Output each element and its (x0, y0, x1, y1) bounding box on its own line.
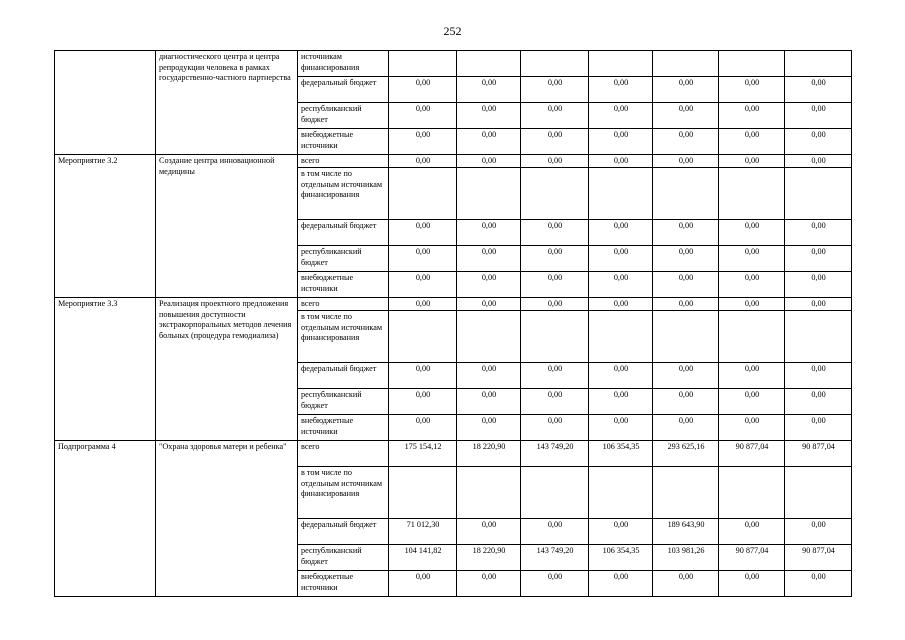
amount-cell (653, 467, 719, 519)
amount-cell: 0,00 (653, 77, 719, 103)
amount-cell: 0,00 (457, 246, 521, 272)
amount-cell: 0,00 (589, 519, 653, 545)
funding-source-cell: внебюджетные источники (298, 129, 389, 155)
amount-cell: 106 354,35 (589, 545, 653, 571)
program-title-cell: Создание центра инновационной медицины (156, 155, 298, 298)
program-item-cell (55, 51, 156, 155)
amount-cell (389, 467, 457, 519)
amount-cell: 0,00 (589, 220, 653, 246)
amount-cell: 0,00 (521, 519, 589, 545)
amount-cell (589, 168, 653, 220)
table-row (55, 298, 852, 311)
amount-cell (389, 51, 457, 77)
amount-cell: 0,00 (589, 129, 653, 155)
amount-cell: 0,00 (719, 389, 785, 415)
amount-cell: 0,00 (719, 272, 785, 298)
amount-cell: 18 220,90 (457, 441, 521, 467)
amount-cell: 90 877,04 (719, 545, 785, 571)
amount-cell (457, 168, 521, 220)
amount-cell: 0,00 (521, 103, 589, 129)
amount-cell: 0,00 (389, 415, 457, 441)
amount-cell: 0,00 (589, 571, 653, 597)
amount-cell: 0,00 (521, 415, 589, 441)
amount-cell: 0,00 (389, 103, 457, 129)
amount-cell: 0,00 (785, 571, 852, 597)
amount-cell: 0,00 (457, 155, 521, 168)
program-title-cell: Реализация проектного предложения повышения доступности экстракорпоральных методов лечения больных (процедура гемодиализа) (156, 298, 298, 441)
amount-cell (719, 168, 785, 220)
amount-cell: 0,00 (719, 77, 785, 103)
amount-cell (589, 311, 653, 363)
amount-cell: 0,00 (719, 246, 785, 272)
amount-cell: 0,00 (521, 298, 589, 311)
amount-cell: 0,00 (521, 272, 589, 298)
amount-cell: 0,00 (389, 363, 457, 389)
funding-source-cell: всего (298, 155, 389, 168)
funding-source-cell: внебюджетные источники (298, 571, 389, 597)
amount-cell: 0,00 (521, 129, 589, 155)
amount-cell: 0,00 (719, 103, 785, 129)
amount-cell (785, 311, 852, 363)
funding-source-cell: федеральный бюджет (298, 220, 389, 246)
amount-cell (653, 168, 719, 220)
amount-cell: 0,00 (457, 77, 521, 103)
amount-cell: 0,00 (457, 220, 521, 246)
funding-source-cell: федеральный бюджет (298, 77, 389, 103)
amount-cell: 143 749,20 (521, 545, 589, 571)
amount-cell (457, 311, 521, 363)
amount-cell: 0,00 (457, 389, 521, 415)
amount-cell: 0,00 (785, 415, 852, 441)
amount-cell: 0,00 (785, 220, 852, 246)
amount-cell: 0,00 (457, 519, 521, 545)
amount-cell: 0,00 (521, 155, 589, 168)
amount-cell (719, 51, 785, 77)
amount-cell: 0,00 (785, 77, 852, 103)
amount-cell: 0,00 (653, 155, 719, 168)
program-title-cell: "Охрана здоровья матери и ребенка" (156, 441, 298, 597)
amount-cell: 0,00 (785, 363, 852, 389)
amount-cell: 0,00 (653, 246, 719, 272)
amount-cell: 0,00 (589, 77, 653, 103)
amount-cell: 71 012,30 (389, 519, 457, 545)
table-row (55, 51, 852, 77)
amount-cell: 0,00 (457, 103, 521, 129)
amount-cell: 104 141,82 (389, 545, 457, 571)
amount-cell: 0,00 (589, 246, 653, 272)
amount-cell: 0,00 (589, 298, 653, 311)
funding-source-cell: в том числе по отдельным источникам финансирования (298, 168, 389, 220)
amount-cell: 0,00 (719, 155, 785, 168)
amount-cell (653, 311, 719, 363)
table-row (55, 441, 852, 467)
funding-source-cell: всего (298, 441, 389, 467)
amount-cell: 0,00 (457, 363, 521, 389)
amount-cell: 0,00 (653, 571, 719, 597)
amount-cell (785, 51, 852, 77)
amount-cell: 0,00 (589, 415, 653, 441)
budget-table (54, 50, 852, 597)
funding-source-cell: в том числе по отдельным источникам финансирования (298, 467, 389, 519)
amount-cell: 0,00 (719, 129, 785, 155)
page-number: 252 (443, 24, 462, 38)
amount-cell: 0,00 (719, 363, 785, 389)
amount-cell: 0,00 (719, 220, 785, 246)
amount-cell (389, 311, 457, 363)
amount-cell (589, 467, 653, 519)
amount-cell: 0,00 (785, 246, 852, 272)
amount-cell: 0,00 (389, 220, 457, 246)
amount-cell: 0,00 (785, 519, 852, 545)
program-item-cell: Подпрограмма 4 (55, 441, 156, 597)
amount-cell: 293 625,16 (653, 441, 719, 467)
amount-cell: 0,00 (653, 363, 719, 389)
funding-source-cell: всего (298, 298, 389, 311)
amount-cell: 0,00 (389, 298, 457, 311)
amount-cell: 0,00 (521, 246, 589, 272)
amount-cell: 0,00 (457, 571, 521, 597)
amount-cell: 0,00 (521, 363, 589, 389)
amount-cell: 143 749,20 (521, 441, 589, 467)
table-row (55, 155, 852, 168)
amount-cell: 0,00 (589, 155, 653, 168)
amount-cell: 0,00 (653, 220, 719, 246)
amount-cell: 0,00 (521, 77, 589, 103)
amount-cell (719, 311, 785, 363)
amount-cell: 103 981,26 (653, 545, 719, 571)
amount-cell: 18 220,90 (457, 545, 521, 571)
amount-cell: 0,00 (653, 389, 719, 415)
amount-cell (589, 51, 653, 77)
amount-cell: 0,00 (521, 389, 589, 415)
amount-cell: 0,00 (719, 519, 785, 545)
amount-cell (521, 168, 589, 220)
amount-cell: 0,00 (457, 129, 521, 155)
amount-cell: 0,00 (521, 571, 589, 597)
amount-cell: 0,00 (389, 129, 457, 155)
funding-source-cell: республиканский бюджет (298, 246, 389, 272)
funding-source-cell: источникам финансирования (298, 51, 389, 77)
program-item-cell: Мероприятие 3.3 (55, 298, 156, 441)
amount-cell (457, 51, 521, 77)
amount-cell: 90 877,04 (719, 441, 785, 467)
amount-cell: 0,00 (653, 415, 719, 441)
amount-cell: 0,00 (589, 103, 653, 129)
program-title-cell: диагностического центра и центра репродукции человека в рамках государственно-частного партнерства (156, 51, 298, 155)
program-item-cell: Мероприятие 3.2 (55, 155, 156, 298)
amount-cell: 0,00 (389, 272, 457, 298)
amount-cell (719, 467, 785, 519)
amount-cell: 189 643,90 (653, 519, 719, 545)
funding-source-cell: внебюджетные источники (298, 272, 389, 298)
amount-cell: 175 154,12 (389, 441, 457, 467)
amount-cell: 0,00 (457, 272, 521, 298)
amount-cell: 0,00 (653, 103, 719, 129)
amount-cell (389, 168, 457, 220)
amount-cell (457, 467, 521, 519)
amount-cell: 0,00 (389, 155, 457, 168)
funding-source-cell: федеральный бюджет (298, 519, 389, 545)
amount-cell: 0,00 (719, 415, 785, 441)
amount-cell: 0,00 (521, 220, 589, 246)
amount-cell (785, 467, 852, 519)
amount-cell: 0,00 (785, 103, 852, 129)
amount-cell: 0,00 (589, 389, 653, 415)
amount-cell: 0,00 (589, 272, 653, 298)
amount-cell: 0,00 (389, 389, 457, 415)
amount-cell (521, 311, 589, 363)
funding-source-cell: федеральный бюджет (298, 363, 389, 389)
amount-cell: 106 354,35 (589, 441, 653, 467)
amount-cell: 0,00 (653, 298, 719, 311)
amount-cell: 0,00 (785, 272, 852, 298)
amount-cell: 0,00 (653, 129, 719, 155)
amount-cell: 0,00 (785, 389, 852, 415)
amount-cell: 0,00 (719, 571, 785, 597)
amount-cell: 0,00 (719, 298, 785, 311)
amount-cell (521, 51, 589, 77)
amount-cell: 0,00 (389, 246, 457, 272)
amount-cell: 0,00 (785, 298, 852, 311)
amount-cell: 90 877,04 (785, 545, 852, 571)
amount-cell (653, 51, 719, 77)
amount-cell: 0,00 (457, 415, 521, 441)
amount-cell: 0,00 (457, 298, 521, 311)
funding-source-cell: республиканский бюджет (298, 545, 389, 571)
funding-source-cell: республиканский бюджет (298, 389, 389, 415)
amount-cell: 0,00 (589, 363, 653, 389)
amount-cell: 0,00 (653, 272, 719, 298)
amount-cell (785, 168, 852, 220)
amount-cell: 0,00 (389, 571, 457, 597)
amount-cell: 90 877,04 (785, 441, 852, 467)
amount-cell: 0,00 (785, 155, 852, 168)
amount-cell: 0,00 (389, 77, 457, 103)
amount-cell (521, 467, 589, 519)
funding-source-cell: республиканский бюджет (298, 103, 389, 129)
funding-source-cell: внебюджетные источники (298, 415, 389, 441)
funding-source-cell: в том числе по отдельным источникам финансирования (298, 311, 389, 363)
amount-cell: 0,00 (785, 129, 852, 155)
